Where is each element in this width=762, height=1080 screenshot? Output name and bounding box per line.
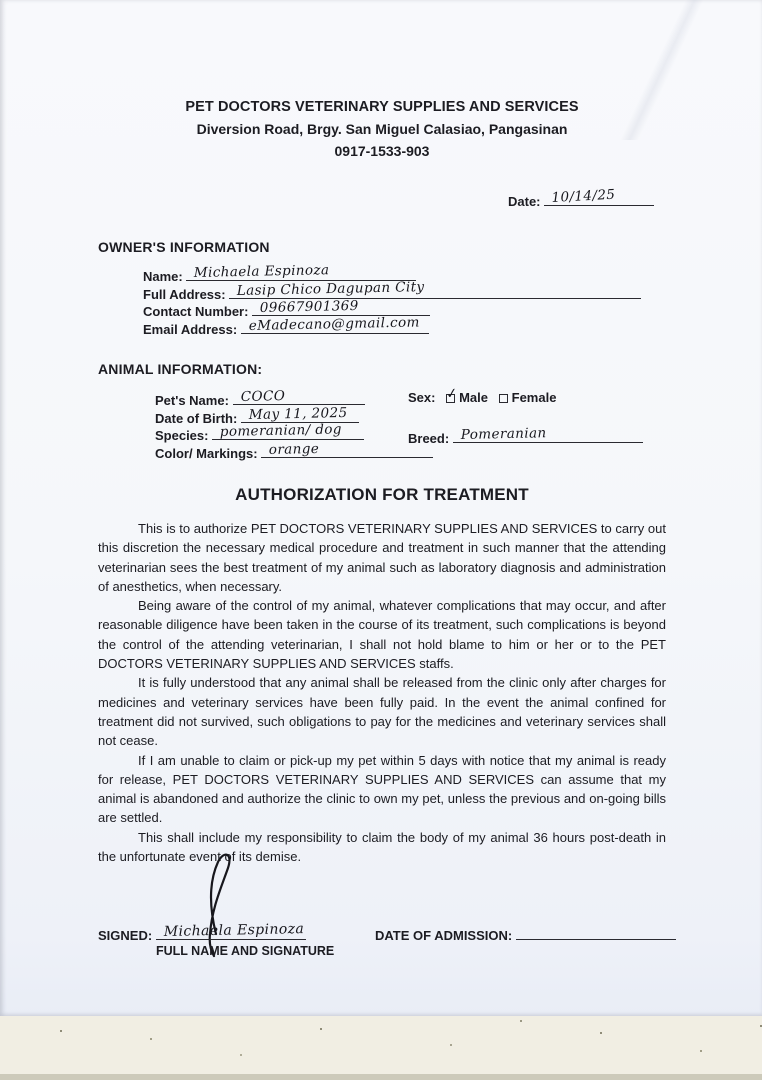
animal-section-title: ANIMAL INFORMATION: bbox=[98, 361, 263, 377]
authorization-paragraph-5: This shall include my responsibility to claim the body of my animal 36 hours post-death in the unfortunate event of its demise. bbox=[98, 829, 666, 865]
clinic-address: Diversion Road, Brgy. San Miguel Calasiao, Pangasinan bbox=[196, 121, 568, 137]
owner-section-title: OWNER'S INFORMATION bbox=[98, 239, 270, 255]
admission-line bbox=[516, 926, 676, 940]
admission-field bbox=[375, 926, 676, 943]
clinic-name: PET DOCTORS VETERINARY SUPPLIES AND SERVICES bbox=[185, 99, 579, 115]
authorization-paragraph-4: If I am unable to claim or pick-up my pet within 5 days with notice that my animal is ready for release, PET DOCTORS VETERINARY SUPPLIES AND SERVICES can assume that my animal is abandoned and authorize the clinic to own my pet, unless the previous and on-going bills are settled. bbox=[98, 752, 666, 826]
signed-row bbox=[98, 921, 666, 944]
owner-address-line bbox=[229, 278, 641, 299]
signed-caption: FULL NAME AND SIGNATURE bbox=[156, 944, 335, 959]
breed-line bbox=[453, 425, 643, 443]
dob-label: Date of Birth: bbox=[155, 410, 238, 426]
owner-fields bbox=[143, 262, 666, 337]
sex-female-label: Female bbox=[511, 390, 557, 405]
owner-address-label: Full Address: bbox=[143, 286, 226, 302]
owner-name-label: Name: bbox=[143, 269, 183, 284]
owner-contact-handwritten: 09667901369 bbox=[259, 297, 359, 316]
sex-female-checkbox bbox=[499, 394, 508, 403]
signed-line bbox=[156, 921, 306, 941]
animal-fields bbox=[155, 385, 666, 461]
authorization-paragraph-2: Being aware of the control of my animal, whatever complications that may occur, and after reasonable diligence have been taken in the course of its treatment, such complications is beyond the control of the attending veterinarian, I shall not hold blame to him or her or to the PET DOCTORS VETERINARY SUPPLIES AND SERVICES staffs. bbox=[98, 598, 666, 672]
authorization-title: AUTHORIZATION FOR TREATMENT bbox=[235, 485, 529, 504]
date-label: Date: bbox=[508, 194, 541, 209]
scanner-edge bbox=[0, 1074, 762, 1080]
owner-email-line bbox=[241, 313, 429, 334]
date-line bbox=[544, 186, 654, 206]
authorization-paragraphs bbox=[98, 519, 666, 866]
owner-email-label: Email Address: bbox=[143, 321, 238, 337]
pet-name-label: Pet's Name: bbox=[155, 393, 229, 408]
sex-male-checkbox bbox=[445, 385, 459, 403]
pet-name-handwritten: COCO bbox=[240, 388, 285, 405]
species-label: Species: bbox=[155, 428, 209, 443]
clinic-phone: 0917-1533-903 bbox=[334, 143, 430, 159]
admission-label: DATE OF ADMISSION: bbox=[375, 928, 513, 944]
breed-handwritten: Pomeranian bbox=[460, 425, 547, 443]
color-markings-row bbox=[155, 440, 666, 462]
signed-label: SIGNED: bbox=[98, 928, 153, 944]
form-content bbox=[0, 96, 762, 990]
species-line bbox=[212, 421, 364, 440]
species-handwritten: pomeranian/ dog bbox=[219, 421, 343, 440]
authorization-paragraph-1: This is to authorize PET DOCTORS VETERINARY SUPPLIES AND SERVICES to carry out this discretion the necessary medical procedure and treatment in such manner that the attending veterinarian sees the best treatment of my animal such as laboratory diagnosis and administration of anesthetics, when necessary. bbox=[98, 521, 666, 594]
sex-male-label: Male bbox=[459, 390, 488, 405]
check-mark-icon: ✓ bbox=[445, 385, 459, 403]
owner-address-handwritten: Lasip Chico Dagupan City bbox=[236, 278, 425, 299]
color-markings-label: Color/ Markings: bbox=[155, 445, 258, 461]
owner-contact-label: Contact Number: bbox=[143, 304, 249, 319]
date-field bbox=[508, 186, 666, 209]
dob-line bbox=[241, 404, 359, 423]
sex-field bbox=[408, 385, 557, 405]
breed-field bbox=[408, 425, 643, 446]
clinic-header bbox=[98, 96, 666, 162]
signature-area bbox=[98, 890, 666, 990]
owner-email-handwritten: eMadecano@gmail.com bbox=[248, 313, 420, 334]
dob-handwritten: May 11, 2025 bbox=[248, 404, 348, 423]
date-handwritten-value: 10/14/25 bbox=[551, 186, 616, 206]
authorization-paragraph-3: It is fully understood that any animal shall be released from the clinic only after charges for medicines and veterinary services have been fully paid. In the event the animal confined for treatment did not survived, such obligations to pay for the medicines and veterinary services shall not cease. bbox=[98, 675, 666, 749]
scan-speckles bbox=[60, 1030, 62, 1032]
breed-label: Breed: bbox=[408, 431, 450, 446]
pet-name-line bbox=[233, 388, 365, 405]
owner-name-line bbox=[186, 262, 416, 281]
sex-label: Sex: bbox=[408, 390, 436, 405]
signed-handwritten-name: Michaela Espinoza bbox=[163, 921, 305, 941]
owner-address-row bbox=[143, 278, 666, 303]
color-markings-handwritten: orange bbox=[268, 440, 320, 458]
owner-name-handwritten: Michaela Espinoza bbox=[194, 262, 330, 281]
owner-email-row bbox=[143, 313, 666, 338]
